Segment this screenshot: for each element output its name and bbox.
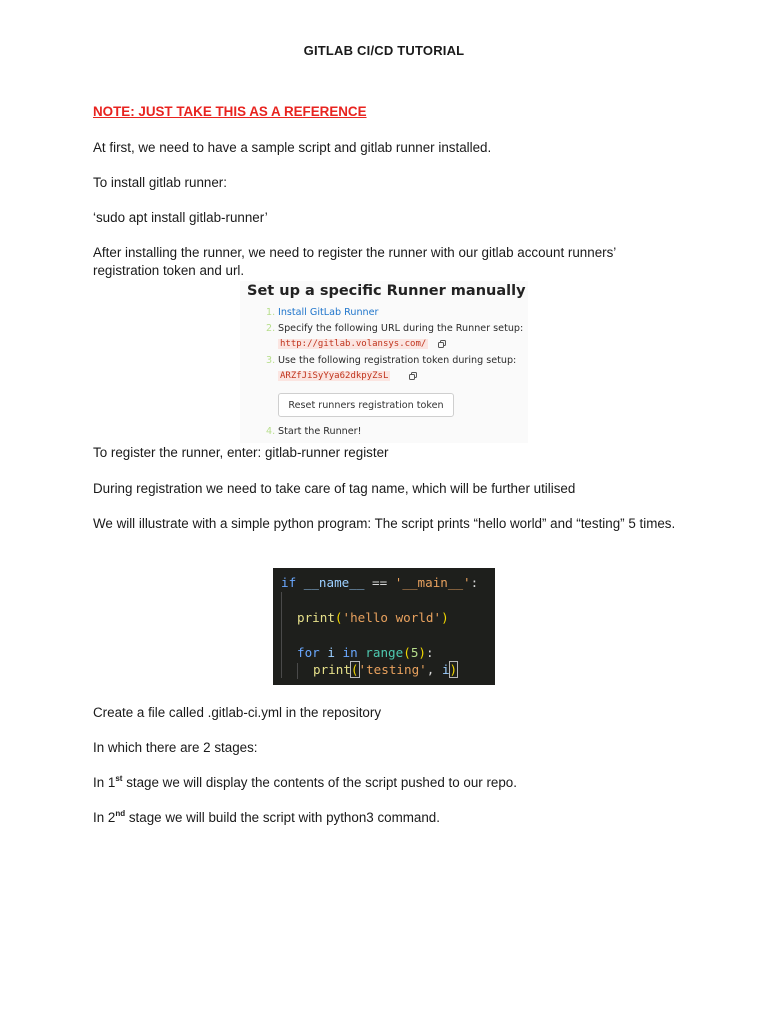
paragraph-stages: In which there are 2 stages: [93,740,258,755]
document-title: GITLAB CI/CD TUTORIAL [303,43,465,58]
registration-token: ARZfJiSyYya62dkpyZsL [280,371,389,381]
python-code-screenshot [273,568,495,685]
runner-step-1: 1. Install GitLab Runner [266,307,379,318]
copy-icon[interactable] [438,340,446,348]
install-runner-link[interactable]: Install GitLab Runner [278,307,379,318]
paragraph-install-heading: To install gitlab runner: [93,175,227,190]
runner-step-2: 2. Specify the following URL during the Runner setup: [266,323,524,334]
runner-step-3: 3. Use the following registration token during setup: [266,355,517,366]
runner-step-4: 4. Start the Runner! [266,426,362,437]
paragraph-install-command: ‘sudo apt install gitlab-runner’ [93,210,268,225]
reset-token-button[interactable]: Reset runners registration token [278,393,454,417]
code-line-4: print('testing', i) [313,662,458,677]
paragraph-stage-1: In 1st stage we will display the contents of the script pushed to our repo. [93,774,517,790]
paragraph-create-file: Create a file called .gitlab-ci.yml in the repository [93,705,382,720]
copy-icon[interactable] [409,372,417,380]
paragraph-register-info: After installing the runner, we need to register the runner with our gitlab account runners’ registration token and url. [93,245,616,278]
code-line-3: for i in range(5): [297,645,434,660]
runner-setup-screenshot [240,281,528,443]
reference-note: NOTE: JUST TAKE THIS AS A REFERENCE [93,104,367,119]
paragraph-stage-2: In 2nd stage we will build the script with python3 command. [93,809,440,825]
paragraph-tag-name: During registration we need to take care of tag name, which will be further utilised [93,481,576,496]
indent-guide [281,592,282,678]
runner-heading: Set up a specific Runner manually [247,283,526,299]
code-line-2: print('hello world') [297,610,449,625]
paragraph-register-command: To register the runner, enter: gitlab-runner register [93,445,389,460]
note-line [93,103,683,121]
runner-url: http://gitlab.volansys.com/ [280,339,427,349]
indent-guide [297,663,298,679]
paragraph-intro: At first, we need to have a sample script and gitlab runner installed. [93,140,492,155]
paragraph-python-example: We will illustrate with a simple python program: The script prints “hello world” and “testing” 5 times. [93,516,676,531]
code-line-1: if __name__ == '__main__': [281,575,479,590]
